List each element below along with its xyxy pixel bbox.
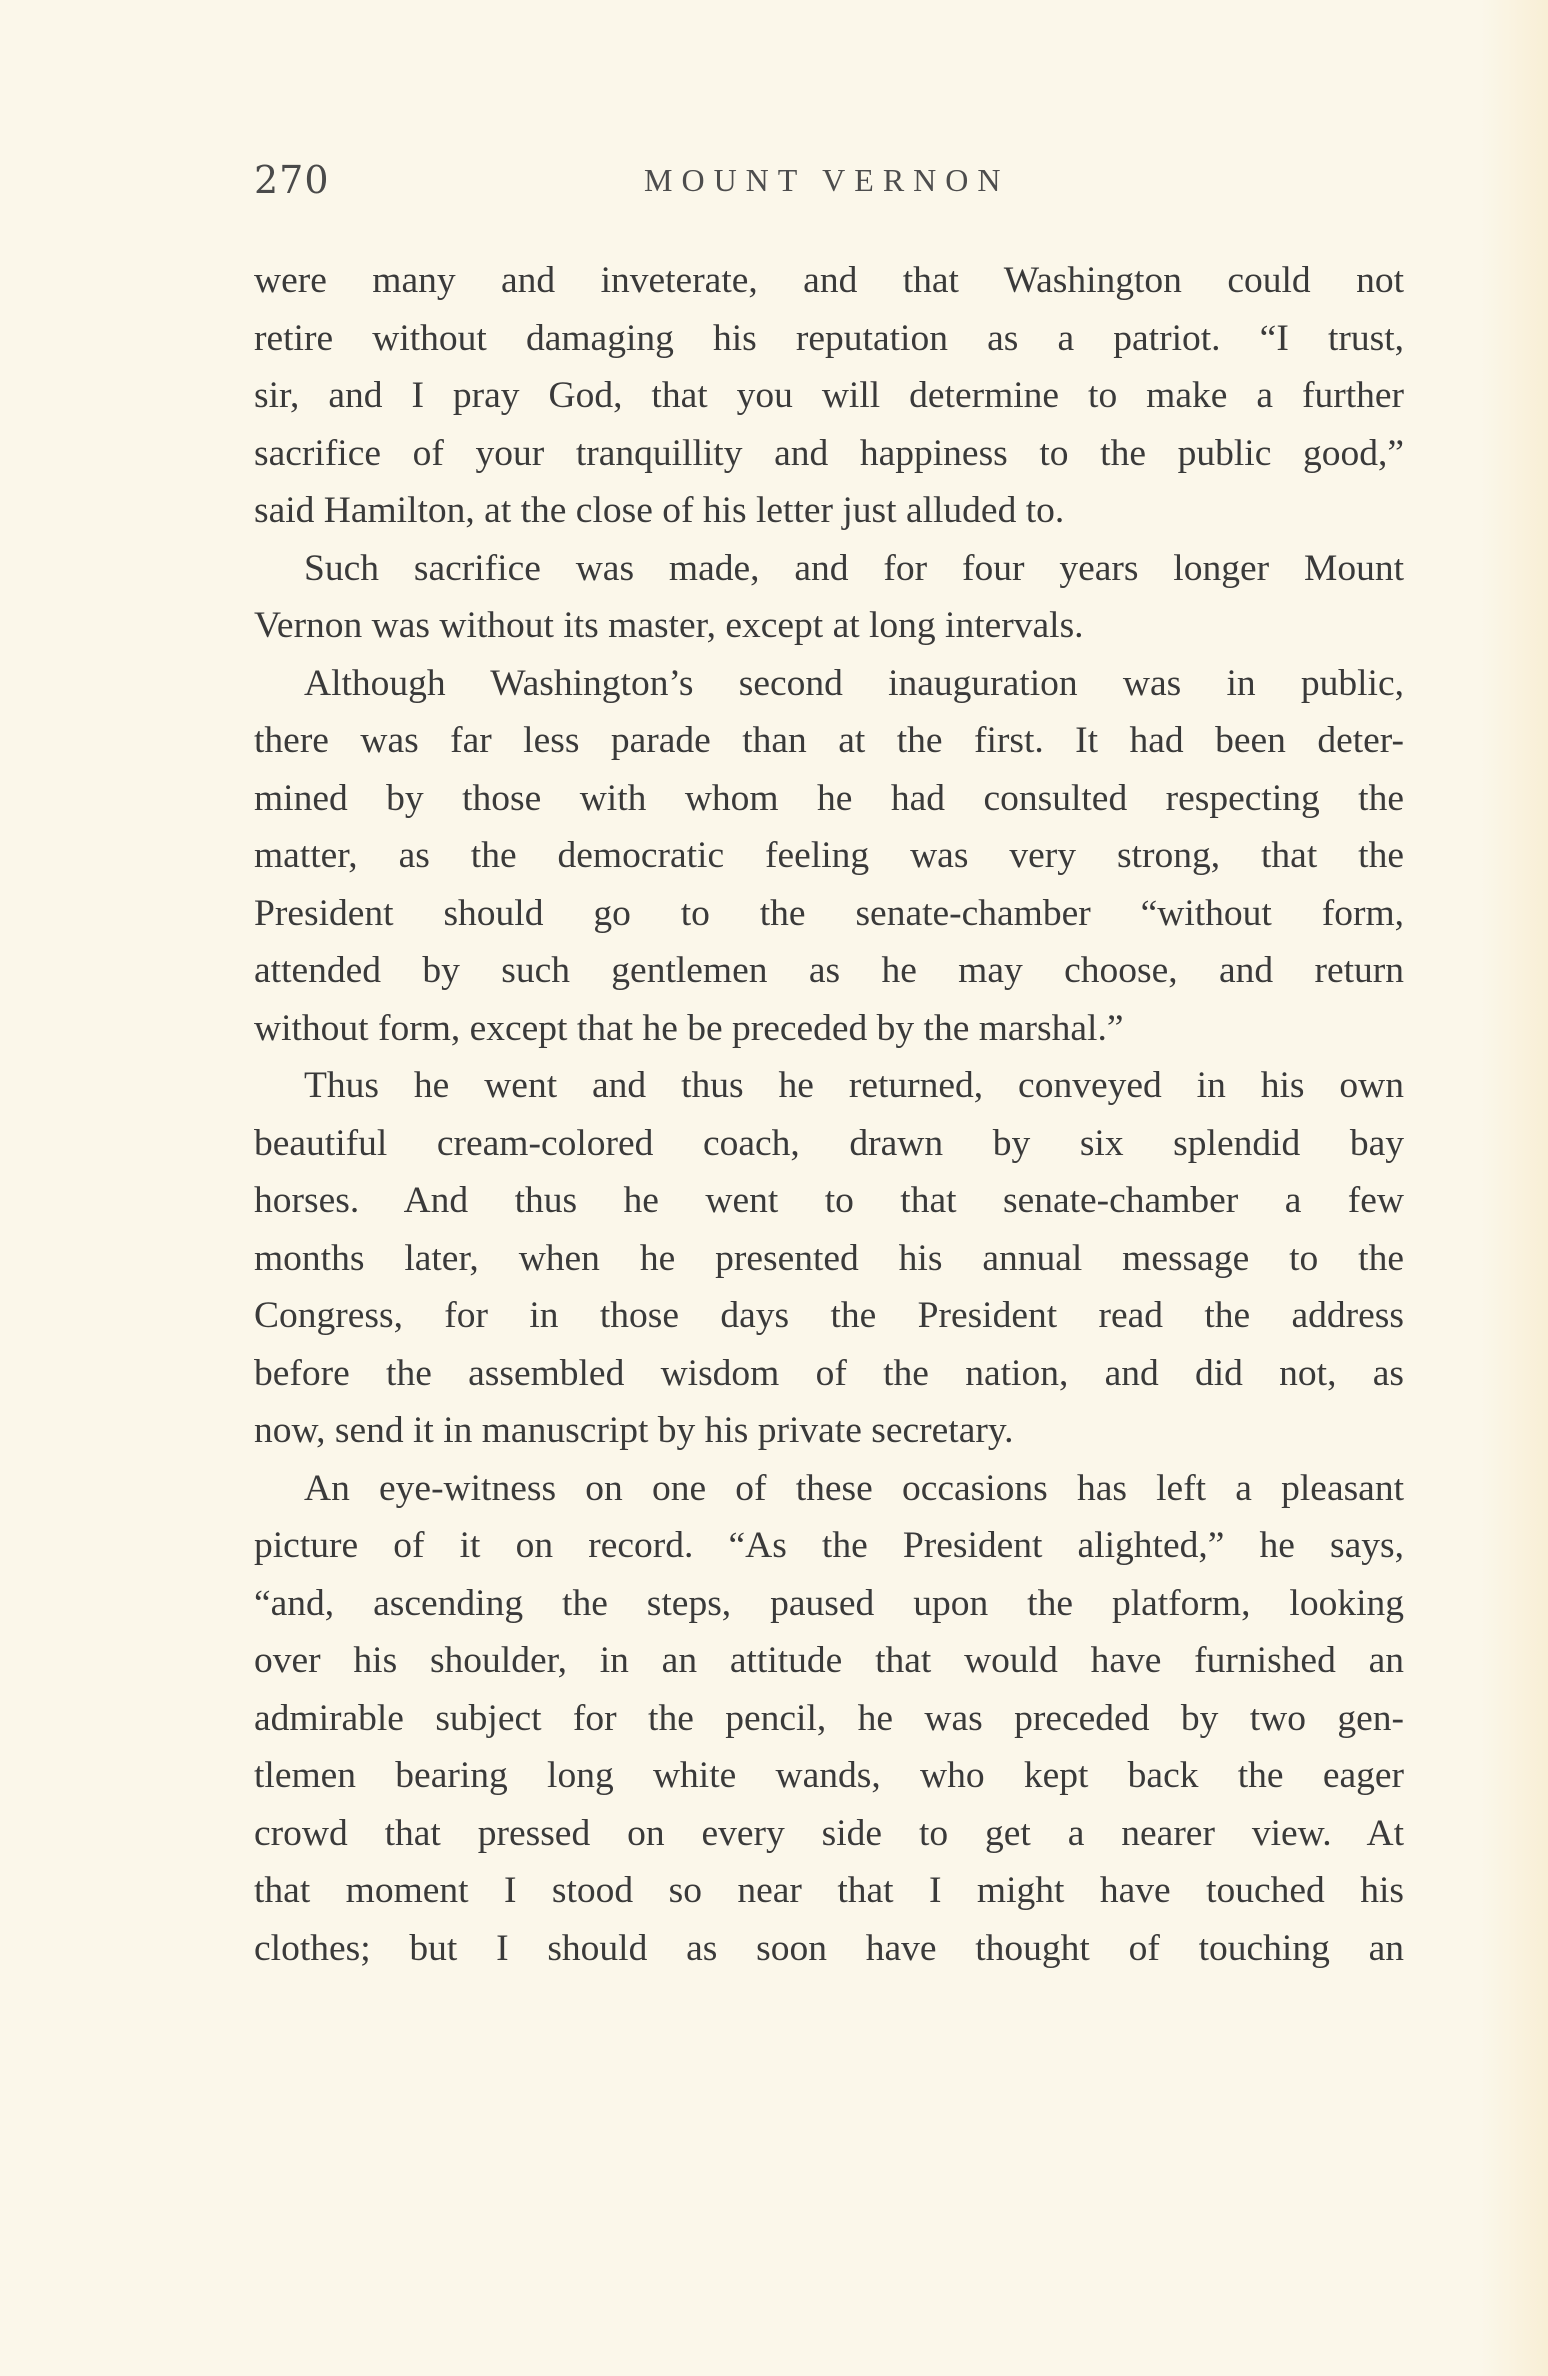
text-line: An eye-witness on one of these occasions has left a pleasant bbox=[304, 1467, 1404, 1509]
text-line: before the assembled wisdom of the nation, and did not, as bbox=[254, 1352, 1404, 1394]
text-line: “and, ascending the steps, paused upon the platform, looking bbox=[254, 1582, 1404, 1624]
page-number: 270 bbox=[254, 158, 330, 202]
text-line: matter, as the democratic feeling was very strong, that the bbox=[254, 835, 1404, 876]
text-line: picture of it on record. “As the President alighted,” he says, bbox=[254, 1525, 1404, 1566]
text-line: Although Washington’s second inauguration was in public, bbox=[304, 662, 1404, 704]
text-line: horses. And thus he went to that senate-chamber a few bbox=[254, 1180, 1404, 1221]
page-header bbox=[0, 158, 1548, 218]
text-line: sir, and I pray God, that you will determine to make a further bbox=[254, 375, 1404, 416]
text-line: tlemen bearing long white wands, who kept back the eager bbox=[254, 1755, 1404, 1796]
text-line: clothes; but I should as soon have thought of touching an bbox=[254, 1927, 1404, 1969]
text-line: over his shoulder, in an attitude that would have furnished an bbox=[254, 1640, 1404, 1681]
text-line: Congress, for in those days the President read the address bbox=[254, 1295, 1404, 1336]
text-line: now, send it in manuscript by his private secretary. bbox=[254, 1410, 1014, 1451]
running-head: MOUNT VERNON bbox=[644, 162, 1010, 198]
text-line: President should go to the senate-chamber “without form, bbox=[254, 892, 1404, 934]
text-line: months later, when he presented his annual message to the bbox=[254, 1237, 1404, 1279]
text-line: without form, except that he be preceded by the marshal.” bbox=[254, 1007, 1124, 1049]
text-line: Vernon was without its master, except at long intervals. bbox=[254, 605, 1084, 646]
text-line: were many and inveterate, and that Washington could not bbox=[254, 260, 1404, 301]
text-line: there was far less parade than at the first. It had been deter- bbox=[254, 720, 1404, 761]
body-text bbox=[254, 252, 1404, 1977]
text-line: sacrifice of your tranquillity and happiness to the public good,” bbox=[254, 432, 1404, 474]
text-line: Thus he went and thus he returned, conveyed in his own bbox=[304, 1065, 1404, 1106]
text-line: beautiful cream-colored coach, drawn by six splendid bay bbox=[254, 1122, 1404, 1164]
text-line: admirable subject for the pencil, he was preceded by two gen- bbox=[254, 1697, 1404, 1739]
text-line: crowd that pressed on every side to get a nearer view. At bbox=[254, 1812, 1404, 1854]
text-line: mined by those with whom he had consulted respecting the bbox=[254, 777, 1404, 819]
text-line: that moment I stood so near that I might have touched his bbox=[254, 1870, 1404, 1911]
text-line: retire without damaging his reputation as a patriot. “I trust, bbox=[254, 317, 1404, 359]
text-line: said Hamilton, at the close of his letter just alluded to. bbox=[254, 490, 1065, 531]
text-line: attended by such gentlemen as he may choose, and return bbox=[254, 950, 1404, 991]
text-line: Such sacrifice was made, and for four years longer Mount bbox=[304, 547, 1404, 589]
